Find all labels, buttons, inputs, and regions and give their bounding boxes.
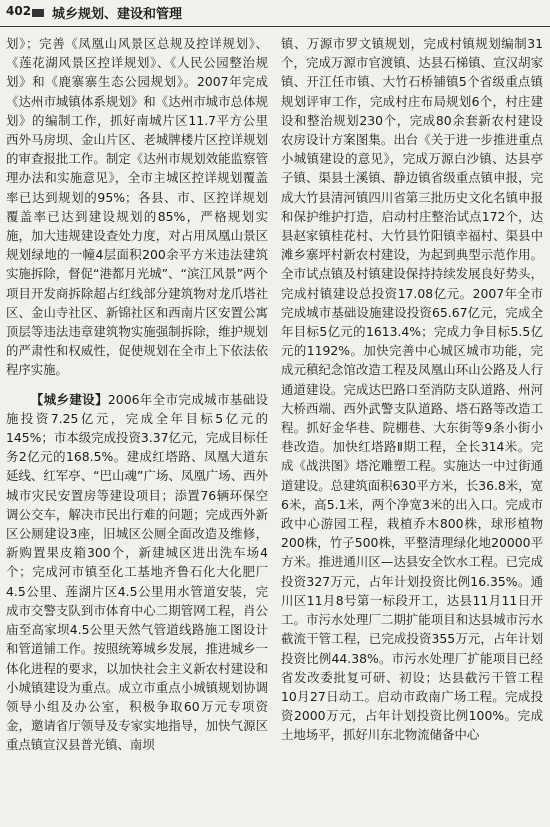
section-title: 城乡规划、建设和管理 (52, 7, 183, 22)
left-paragraph-urban-rural (6, 390, 268, 755)
section-tag: 【城乡建设】 (30, 391, 108, 407)
page-number: 402 (6, 4, 32, 18)
right-paragraph: 镇、万源市罗文镇规划，完成村镇规划编制31个，完成万源市官渡镇、达县石梯镇、宣汉胡家镇、开江任市镇、大竹石桥铺镇5个省级重点镇规划评审工作，完成村庄布局规划6个，村庄建设和整治规划230个，完成80余套新农村建设农房设计方案图集。出台《关于进一步推进重点小城镇建设的意见》，完成万源白沙镇、达县亭子镇、渠县土溪镇、静边镇省级重点镇申报，完成大竹县清河镇四川省第三批历史文化名镇申报和保护维护打造，启动村庄整治试点172个，达县赵家镇桂花村、大竹县竹阳镇幸福村、渠县中滩乡寨坪村新农村建设，为起到典型示范作用。全市试点镇及村镇建设保持持续发展良好势头，完成村镇建设总投资17.08亿元。2007年全市完成城市基础设施建设投资65.67亿元，完成全年目标5亿元的1613.4%；完成力争目标5.5亿元的1192%。加快完善中心城区城市功能，完成元稹纪念馆改造工程及凤凰山环山公路及人行通道建设。完成达巴路口至消防支队道路、州河大桥西端、西外武警支队道路、塔石路等改造工程。抓好金华巷、院棚巷、大东街等9条小街小巷改造。加快红塔路Ⅱ期工程，全长314米。完成《战洪图》塔沱雕塑工程。实施达一中过街通道建设。总建筑面积630平方米，长36.8米，宽6米，高5.1米，两个净宽3米的出入口。完成市政中心游园工程，栽植乔木800株，球形植物200株，竹子500株，平整清理绿化地20000平方米。推进通川区—达县安全饮水工程。已完成投资327万元，占年计划投资比例16.35%。通川区11月8号第一标段开工，达县11月11日开工。市污水处理厂二期扩能项目和达县城市污水截流干管工程，已完成投资355万元，占年计划投资比例44.38%。市污水处理厂扩能项目已经省发改委批复可研、初设；达县截污干管工程10月27日动工。启动市政南广场工程。完成投资2000万元，占年计划投资比例100%。完成土地场平，抓好川东北物流储备中心 (281, 36, 543, 743)
left-column (6, 34, 268, 755)
right-column (281, 34, 543, 745)
section-body: 2006年全市完成城市基础设施投资7.25亿元，完成全年目标5亿元的145%；市本级完成投资3.37亿元，完成目标任务2亿元的168.5%。建成红塔路、凤凰大道东延线、红军亭、“巴山魂”广场、凤凰广场、西外城市灾民安置房等建设项目；添置76辆环保空调公交车，解决市民出行难的问题；完成西外新区公厕建设3座，旧城区公厕全面改造及维修，新购置果皮箱300个，新建城区进出洗车场4个；完成河市镇至化工基地齐鲁石化大化肥厂4.5公里、莲湖片区4.5公里用水管道安装，完成市交警支队到市体育中心二期管网工程，肖公庙至高家坝4.5公里天然气管道线路施工图设计和管道铺工作。按照统筹城乡发展，推进城乡一体化进程的要求，以加快社会主义新农村建设和小城镇建设为重点。成立市重点小城镇规划协调领导小组及办公室，积极争取60万元专项资金，邀请省厅领导及专家实地指导，加快气源区重点镇宣汉县普光镇、南坝 (6, 391, 268, 753)
page-header (0, 0, 550, 27)
header-marker-icon (32, 9, 44, 17)
left-paragraph-planning: 划》；完善《凤凰山风景区总规及控详规划》、《莲花湖风景区控详规划》、《人民公园整治规划》和《鹿寨寨生态公园规划》。2007年完成《达州市城镇体系规划》和《达州市城市总体规划》的编制工作，抓好南城片区11.7平方公里西外马房坝、金山片区、老城牌楼片区控详规划的审查报批工作。制定《达州市规划效能监察管理办法和实施意见》，全市主城区控详规划覆盖率已达到规划的95%；各县、市、区控详规划覆盖率已达到建设规划的85%，严格规划实施，加大违规建设查处力度，对占用凤凰山景区规划绿地的一幢4层面积200余平方米违法建筑实施拆除，督促“港都月光城”、“滨江风景”两个项目开发商拆除超占红线部分建筑物对龙爪塔社区、金山寺社区、新锦社区和西南片区安置公寓顶层等违法违章建筑物实施强制拆除，维护规划的严肃性和权威性，促使规划在全市上下依法依程序实施。 (6, 36, 268, 378)
